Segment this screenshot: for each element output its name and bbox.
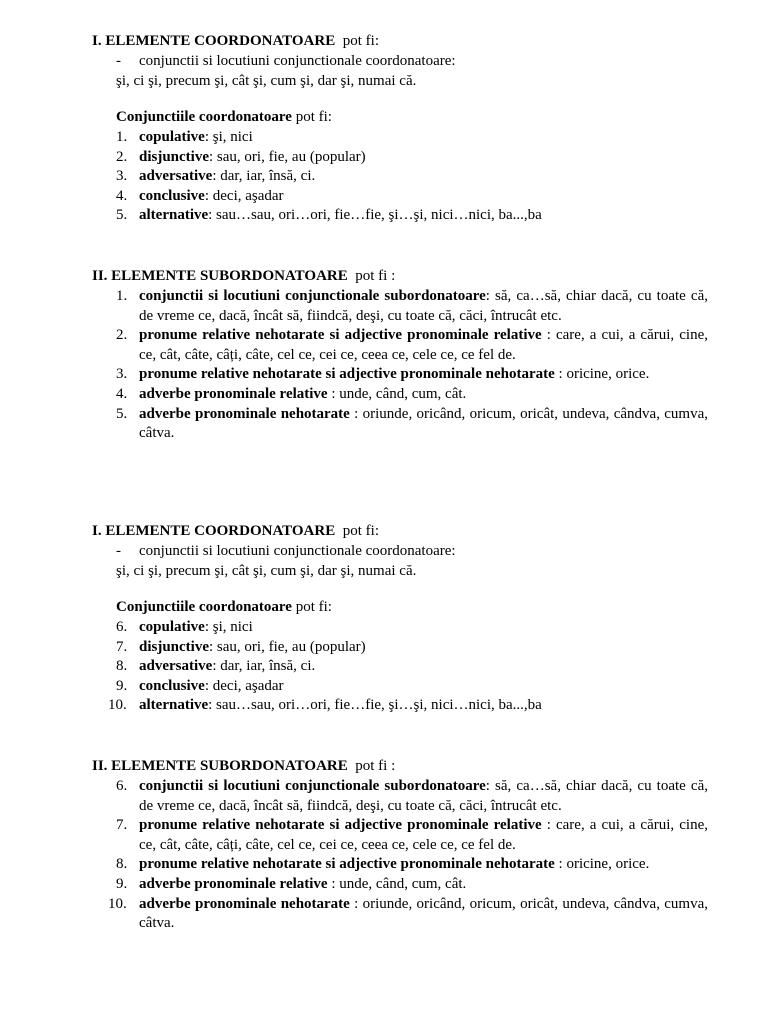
list-item: 10. adverbe pronominale nehotarate : oriunde, oricând, oricum, oricât, undeva, cândva, cumva, câtva.: [108, 895, 708, 932]
coordinating-section-1: [0, 32, 768, 226]
subordinating-section-1: [0, 267, 768, 444]
subordinating-heading: II. ELEMENTE SUBORDONATOARE pot fi :: [92, 268, 396, 284]
examples-line: şi, ci şi, precum şi, cât şi, cum şi, dar şi, numai că.: [116, 73, 417, 89]
coordinating-list: [0, 618, 768, 716]
list-item: 9. conclusive: deci, aşadar: [116, 677, 284, 694]
dash-line: - conjunctii si locutiuni conjunctionale coordonatoare:: [116, 543, 456, 559]
subordinating-heading: II. ELEMENTE SUBORDONATOARE pot fi :: [92, 758, 396, 774]
list-item: 6. conjunctii si locutiuni conjunctionale subordonatoare: să, ca…să, chiar dacă, cu toate că, de vreme ce, dacă, încât să, fiindcă, deşi, cu toate că, căci, întrucât etc.: [116, 778, 708, 814]
list-item: 2. disjunctive: sau, ori, fie, au (popular): [116, 148, 366, 165]
list-item: 4. adverbe pronominale relative : unde, când, cum, cât.: [116, 385, 467, 402]
list-item: 7. pronume relative nehotarate si adjective pronominale relative : care, a cui, a cărui, cine, ce, cât, câte, câți, câte, cel ce, cei ce, ceea ce, cele ce, ce fel de.: [116, 817, 708, 853]
list-item: 3. pronume relative nehotarate si adjective pronominale nehotarate : oricine, orice.: [116, 366, 650, 383]
list-item: 1. conjunctii si locutiuni conjunctionale subordonatoare: să, ca…să, chiar dacă, cu toate că, de vreme ce, dacă, încât să, fiindcă, deşi, cu toate că, căci, întrucât etc.: [116, 288, 708, 324]
examples-line: şi, ci şi, precum şi, cât şi, cum şi, dar şi, numai că.: [116, 563, 417, 579]
subheading: Conjunctiile coordonatoare pot fi:: [116, 599, 332, 615]
dash-line: - conjunctii si locutiuni conjunctionale coordonatoare:: [116, 53, 456, 69]
coordinating-heading: I. ELEMENTE COORDONATOARE pot fi:: [92, 523, 379, 539]
list-item: 7. disjunctive: sau, ori, fie, au (popular): [116, 638, 366, 655]
list-item: 1. copulative: şi, nici: [116, 129, 253, 145]
list-item: 10. alternative: sau…sau, ori…ori, fie…fie, şi…şi, nici…nici, ba...,ba: [108, 697, 542, 714]
list-item: 6. copulative: şi, nici: [116, 619, 253, 635]
coordinating-heading: I. ELEMENTE COORDONATOARE pot fi:: [92, 33, 379, 49]
list-item: 5. alternative: sau…sau, ori…ori, fie…fie, şi…şi, nici…nici, ba...,ba: [116, 207, 542, 224]
list-item: 9. adverbe pronominale relative : unde, când, cum, cât.: [116, 875, 467, 892]
subordinating-list: [0, 287, 768, 444]
list-item: 8. adversative: dar, iar, însă, ci.: [116, 658, 316, 675]
subordinating-section-2: [0, 757, 768, 934]
list-item: 4. conclusive: deci, aşadar: [116, 187, 284, 204]
coordinating-section-2: [0, 522, 768, 716]
list-item: 3. adversative: dar, iar, însă, ci.: [116, 168, 316, 185]
coordinating-list: [0, 128, 768, 226]
list-item: 2. pronume relative nehotarate si adjective pronominale relative : care, a cui, a cărui, cine, ce, cât, câte, câți, câte, cel ce, cei ce, ceea ce, cele ce, ce fel de.: [116, 327, 708, 363]
list-item: 5. adverbe pronominale nehotarate : oriunde, oricând, oricum, oricât, undeva, cândva, cumva, câtva.: [116, 405, 708, 442]
list-item: 8. pronume relative nehotarate si adjective pronominale nehotarate : oricine, orice.: [116, 856, 650, 873]
subheading: Conjunctiile coordonatoare pot fi:: [116, 109, 332, 125]
subordinating-list: [0, 777, 768, 934]
